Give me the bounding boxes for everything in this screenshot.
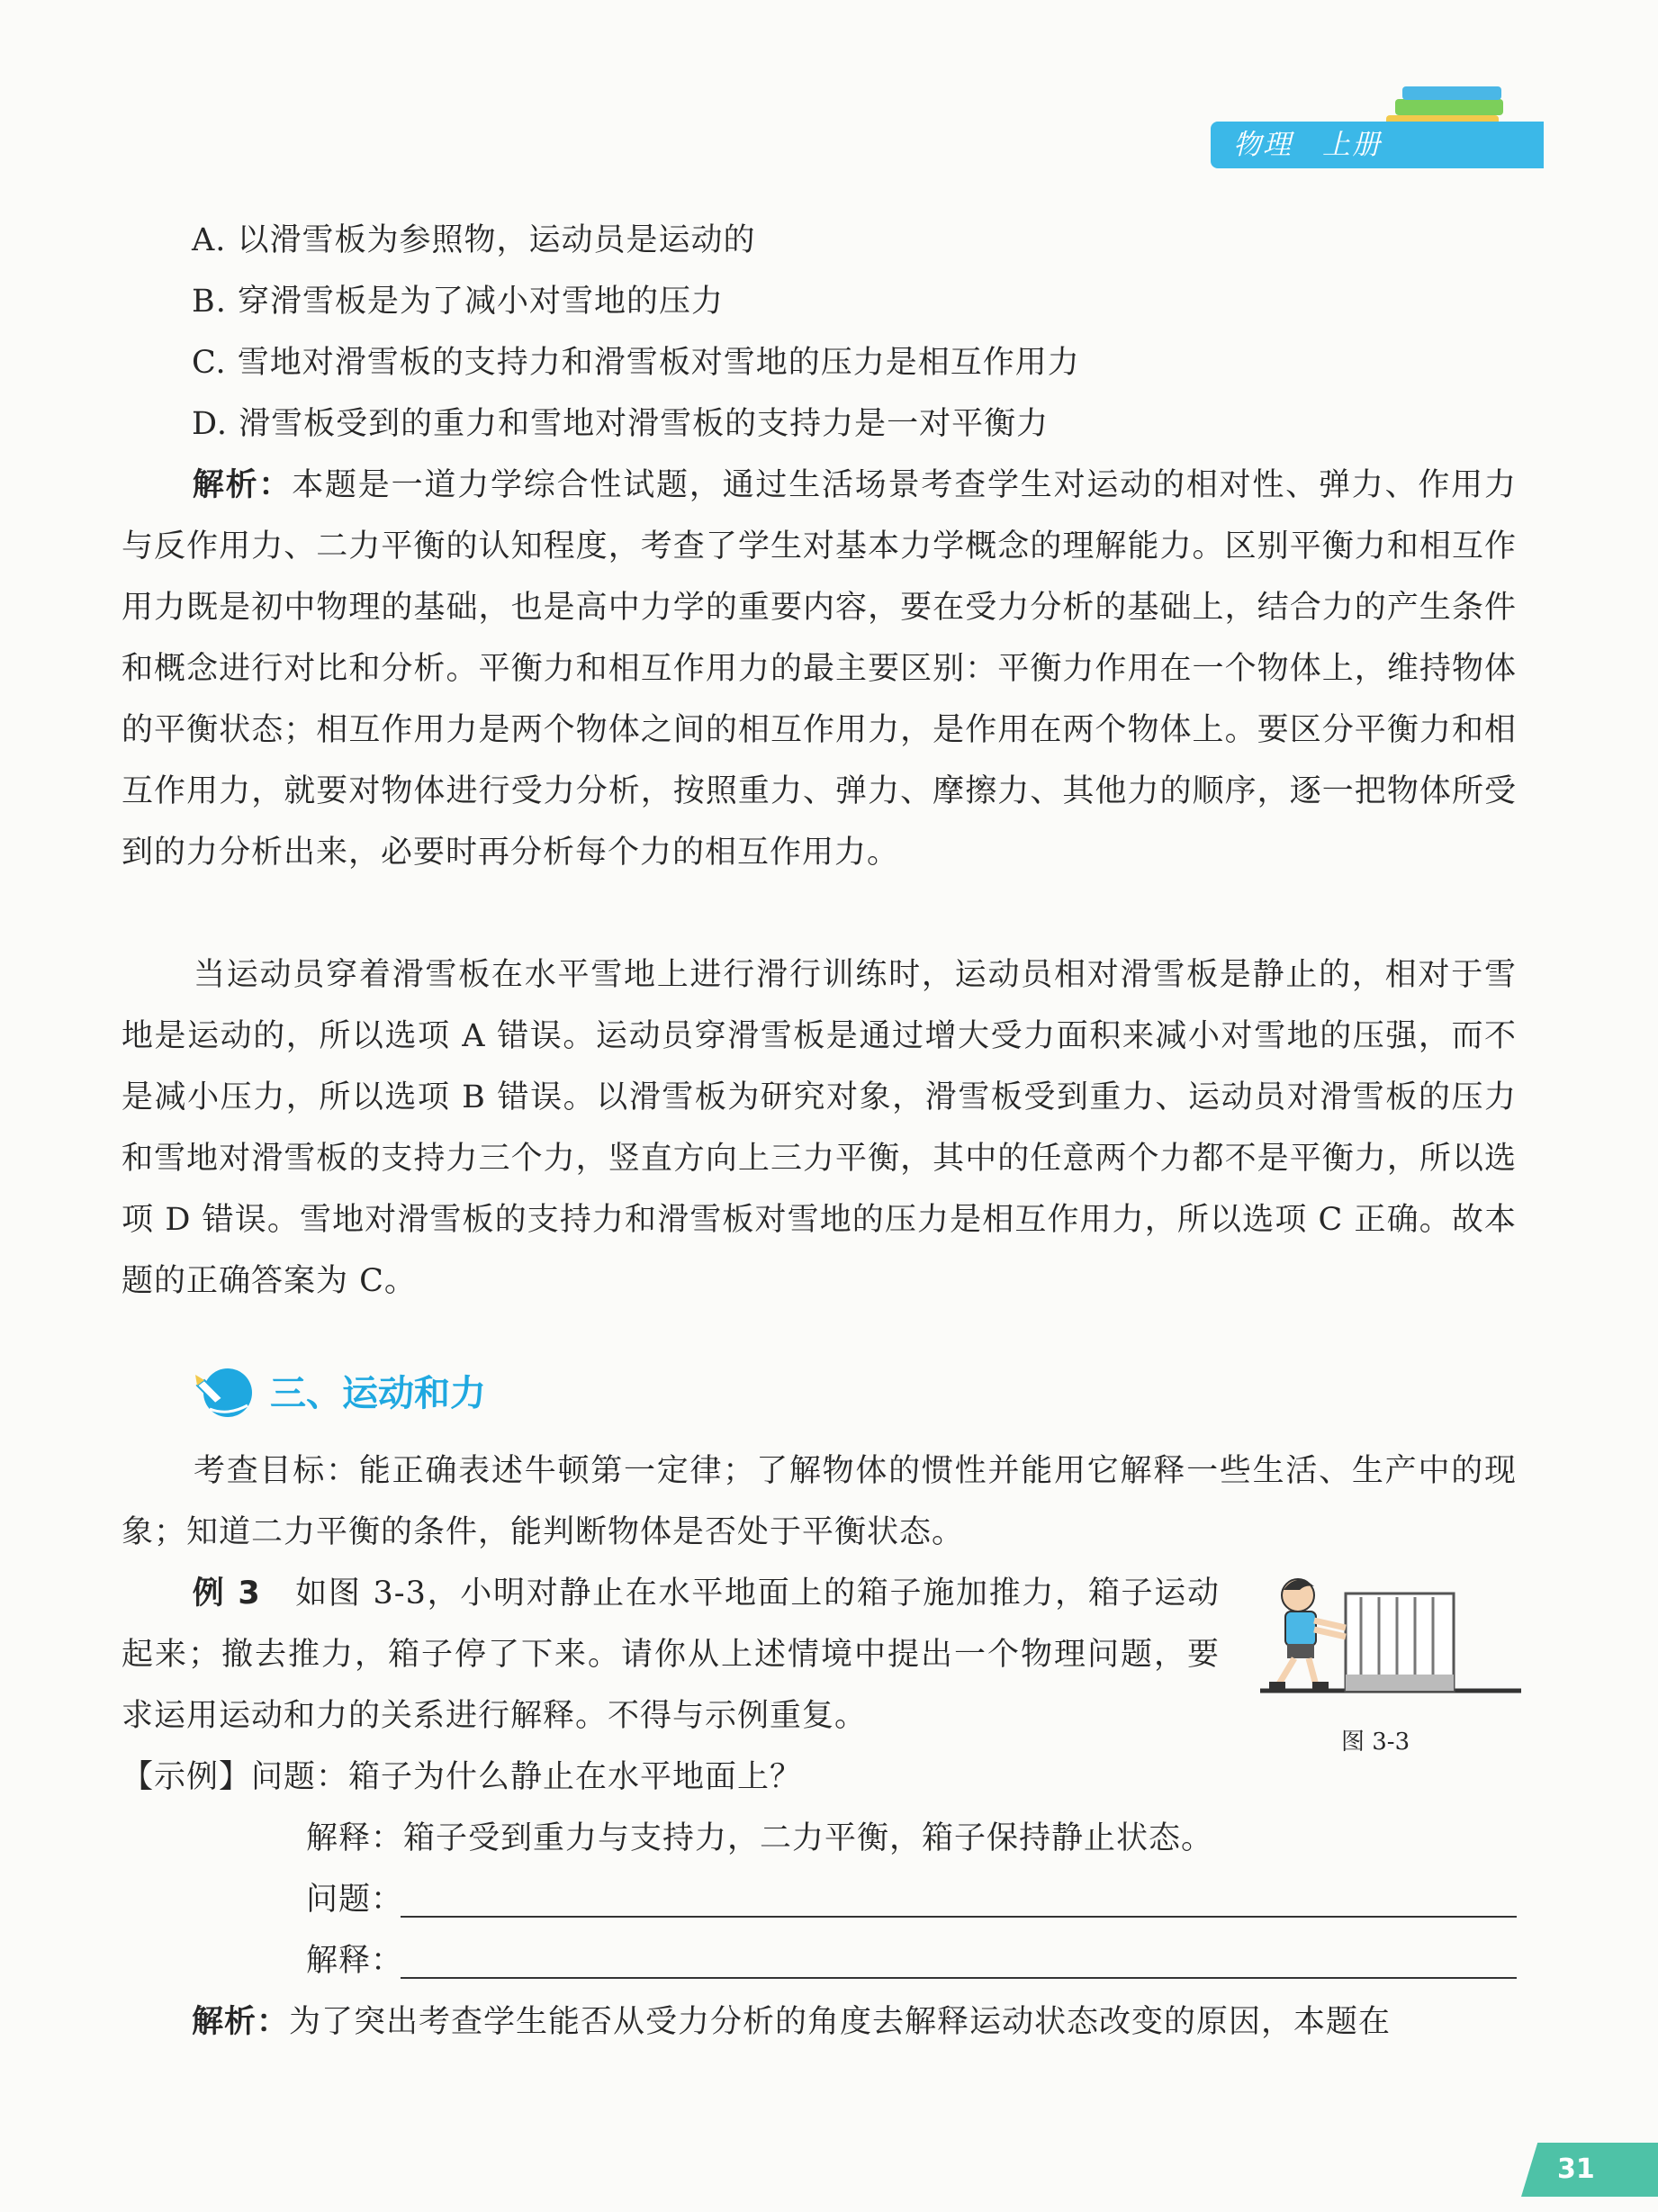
option-d: D. 滑雪板受到的重力和雪地对滑雪板的支持力是一对平衡力 — [192, 406, 1050, 442]
sample-question: 【示例】问题：箱子为什么静止在水平地面上？ — [122, 1759, 803, 1795]
analysis-paragraph-2: 当运动员穿着滑雪板在水平雪地上进行滑行训练时，运动员相对滑雪板是静止的，相对于雪地是运动的，所以选项 A 错误。运动员穿滑雪板是通过增大受力面积来减小对雪地的压强，而不是减小压力，所以选项 B 错误。以滑雪板为研究对象，滑雪板受到重力、运动员对滑雪板的压力和雪地对滑雪板的支持力三个力，竖直方向上三力平衡，其中的任意两个力都不是平衡力，所以选项 D 错误。雪地对滑雪板的支持力和滑雪板对雪地的压力是相互作用力，所以选项 C 正确。故本题的正确答案为 C。 — [122, 957, 1517, 1299]
example-3 — [122, 1563, 1220, 1747]
example-label: 例 3 — [192, 1575, 261, 1612]
analysis-paragraph-3 — [122, 1991, 1517, 2053]
book-title: 物理 上册 — [1233, 129, 1382, 161]
page-number: 31 — [1557, 2153, 1595, 2185]
option-b: B. 穿滑雪板是为了减小对雪地的压力 — [192, 284, 724, 320]
example-text: 如图 3-3，小明对静止在水平地面上的箱子施加推力，箱子运动起来；撤去推力，箱子停了下来。请你从上述情境中提出一个物理问题，要求运用运动和力的关系进行解释。不得与示例重复。 — [122, 1575, 1220, 1734]
boy-pushing-box-figure — [1260, 1566, 1521, 1702]
option-c: C. 雪地对滑雪板的支持力和滑雪板对雪地的压力是相互作用力 — [192, 345, 1080, 381]
question-label: 问题： — [306, 1882, 404, 1918]
answer-label: 解释： — [306, 1943, 404, 1979]
analysis-label: 解析： — [192, 467, 293, 503]
explanation-answer-line[interactable] — [401, 1977, 1517, 1979]
sample-answer: 解释：箱子受到重力与支持力，二力平衡，箱子保持静止状态。 — [306, 1820, 1214, 1856]
analysis-label-2: 解析： — [192, 2004, 290, 2040]
option-a: A. 以滑雪板为参照物，运动员是运动的 — [192, 222, 756, 258]
question-answer-line[interactable] — [401, 1916, 1517, 1918]
section-title: 三、运动和力 — [270, 1373, 486, 1414]
analysis-text: 本题是一道力学综合性试题，通过生活场景考查学生对运动的相对性、弹力、作用力与反作用力、二力平衡的认知程度，考查了学生对基本力学概念的理解能力。区别平衡力和相互作用力既是初中物理的基础，也是高中力学的重要内容，要在受力分析的基础上，结合力的产生条件和概念进行对比和分析。平衡力和相互作用力的最主要区别：平衡力作用在一个物体上，维持物体的平衡状态；相互作用力是两个物体之间的相互作用力，是作用在两个物体上。要区分平衡力和相互作用力，就要对物体进行受力分析，按照重力、弹力、摩擦力、其他力的顺序，逐一把物体所受到的力分析出来，必要时再分析每个力的相互作用力。 — [122, 467, 1517, 871]
objective: 考查目标：能正确表述牛顿第一定律；了解物体的惯性并能用它解释一些生活、生产中的现象；知道二力平衡的条件，能判断物体是否处于平衡状态。 — [122, 1453, 1517, 1550]
figure-caption: 图 3-3 — [1341, 1729, 1410, 1756]
pencil-icon — [192, 1355, 259, 1422]
analysis-text-2: 为了突出考查学生能否从受力分析的角度去解释运动状态改变的原因，本题在 — [289, 2004, 1392, 2040]
analysis-paragraph-1 — [122, 455, 1517, 883]
